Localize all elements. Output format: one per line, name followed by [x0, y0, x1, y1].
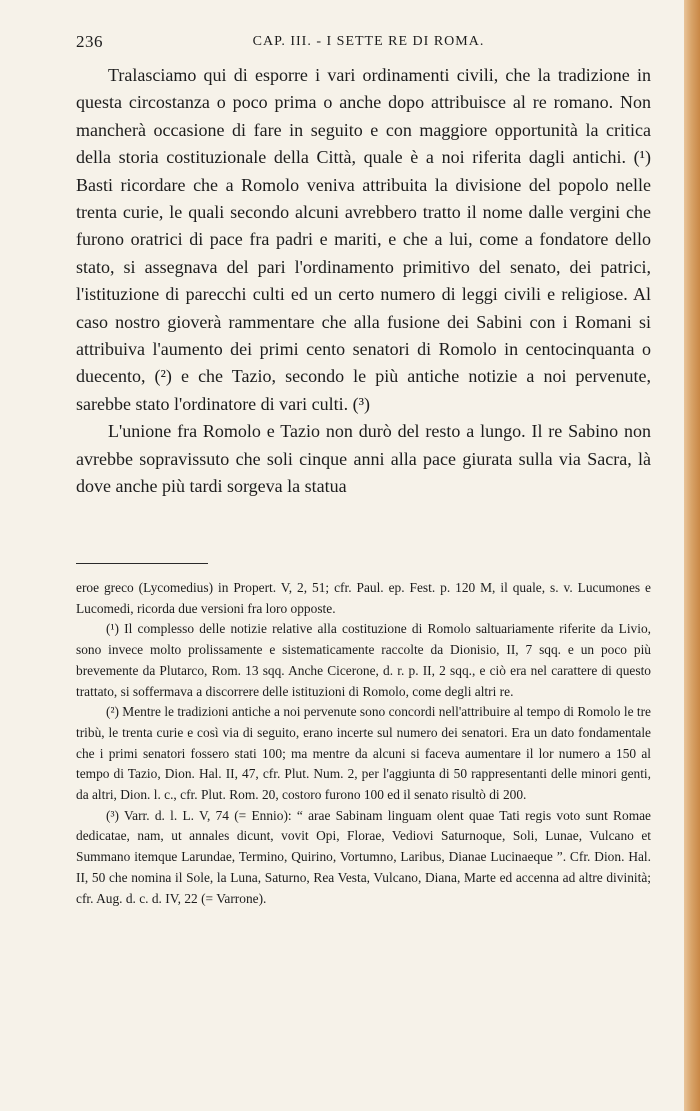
footnote-separator	[76, 563, 208, 564]
running-title: CAP. III. - I SETTE RE DI ROMA.	[252, 34, 485, 49]
body-paragraph-2: L'unione fra Romolo e Tazio non durò del resto a lungo. Il re Sabino non avrebbe sopravissuto che soli cinque anni alla pace giurata sulla via Sacra, là dove anche più tardi sorgeva la statua	[76, 421, 651, 497]
footnote-continuation: eroe greco (Lycomedius) in Propert. V, 2, 51; cfr. Paul. ep. Fest. p. 120 M, il quale, s. v. Lucumones e Lucomedi, ricorda due versioni fra loro opposte.	[76, 580, 651, 616]
main-text	[76, 62, 651, 501]
page-number: 236	[76, 32, 103, 51]
footnotes	[76, 578, 651, 909]
page-binding-edge	[684, 0, 700, 1111]
body-paragraph-1: Tralasciamo qui di esporre i vari ordinamenti civili, che la tradizione in questa circostanza o poco prima o anche dopo attribuisce al re romano. Non mancherà occasione di fare in seguito e con maggiore opportunità la critica della storia costituzionale della Città, quale è a noi riferita dagli antichi. (¹) Basti ricordare che a Romolo veniva attribuita la divisione del popolo nelle trenta curie, le quali secondo alcuni avrebbero tratto il nome dalle vergini che furono oratrici di pace fra padri e mariti, e che a lui, come a fondatore dello stato, si assegnava del pari l'ordinamento primitivo del senato, dei patrici, l'istituzione di parecchi culti ed un certo numero di leggi civili e religiose. Al caso nostro gioverà rammentare che alla fusione dei Sabini con i Romani si attribuiva l'aumento dei primi cento senatori di Romolo in centocinquanta o duecento, (²) e che Tazio, secondo le più antiche notizie a noi pervenute, sarebbe stato l'ordinatore di vari culti. (³)	[76, 65, 651, 414]
page-header	[76, 32, 651, 54]
footnote-2: (²) Mentre le tradizioni antiche a noi pervenute sono concordi nell'attribuire al tempo di Romolo le tre tribù, le trenta curie e così via di seguito, erano incerte sul numero dei senatori. Era un dato fondamentale che i primi senatori fossero stati 100; ma mentre da alcuni si faceva aumentare il lor numero a 150 al tempo di Tazio, Dion. Hal. II, 47, cfr. Plut. Num. 2, per l'aggiunta di 50 rappresentanti delle minori genti, da altri, Dion. l. c., cfr. Plut. Rom. 20, costoro furono 100 ed il senato risultò di 200.	[76, 704, 651, 803]
footnote-1: (¹) Il complesso delle notizie relative alla costituzione di Romolo saltuariamente riferite da Livio, sono invece molto prolissamente e sistematicamente raccolte da Dionisio, II, 7 sqq. e un poco più brevemente da Plutarco, Rom. 13 sqq. Anche Cicerone, d. r. p. II, 2 sqq., e ciò era nel carattere di questo trattato, si soffermava a discorrere delle istituzioni di Romolo, come degli altri re.	[76, 621, 651, 699]
footnote-3: (³) Varr. d. l. L. V, 74 (= Ennio): “ arae Sabinam linguam olent quae Tati regis voto sunt Romae dedicatae, nam, ut annales dicunt, vovit Opi, Florae, Vediovi Saturnoque, Soli, Lunae, Vulcano et Summano itemque Larundae, Termino, Quirino, Vortumno, Laribus, Dianae Lucinaeque ”. Cfr. Dion. Hal. II, 50 che nomina il Sole, la Luna, Saturno, Rea Vesta, Vulcano, Diana, Marte ed accenna ad altre divinità; cfr. Aug. d. c. d. IV, 22 (= Varrone).	[76, 807, 651, 906]
